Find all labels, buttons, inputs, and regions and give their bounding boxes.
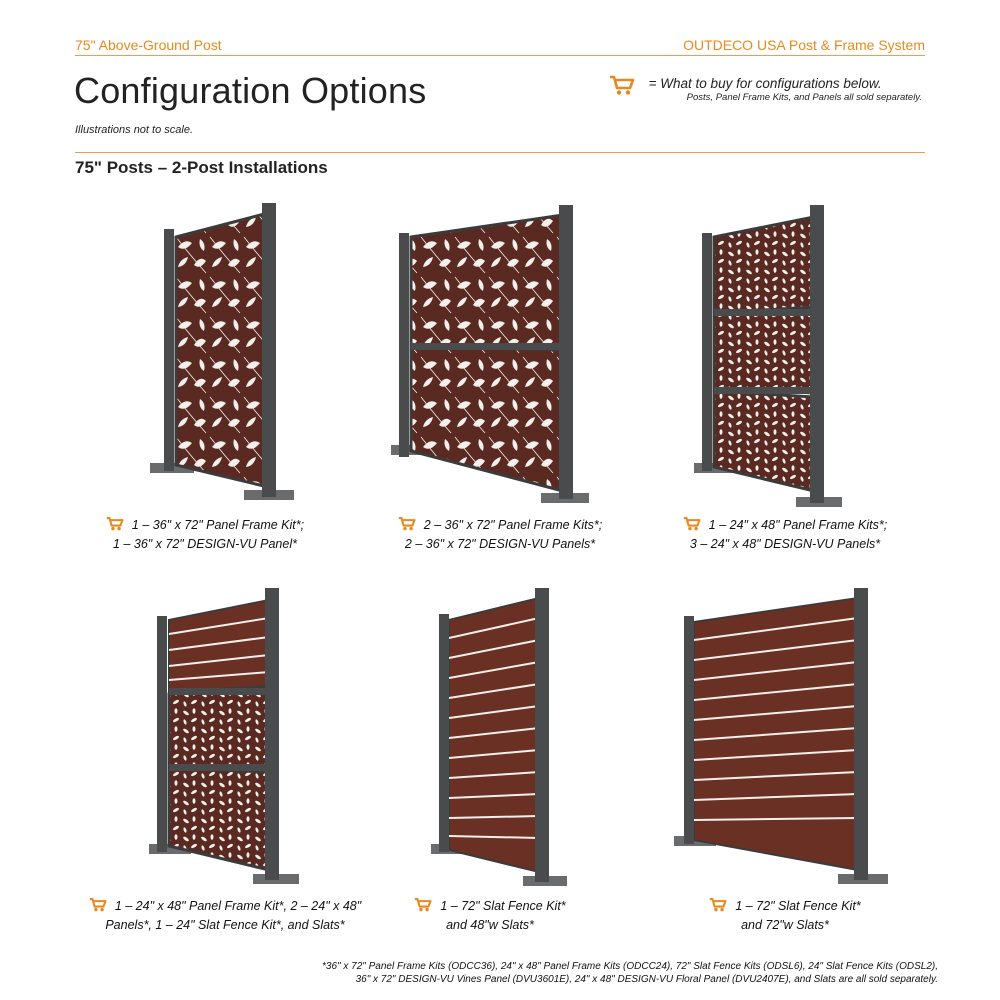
scale-note: Illustrations not to scale. — [75, 124, 194, 136]
legend-main: = What to buy for configurations below. — [648, 76, 882, 91]
config-6-line2: and 72"w Slats* — [741, 918, 829, 932]
legend-sub: Posts, Panel Frame Kits, and Panels all sold separately. — [686, 92, 922, 103]
config-5-line2: and 48"w Slats* — [446, 918, 534, 932]
config-2-line1: 2 – 36" x 72" Panel Frame Kits*; — [423, 518, 603, 532]
footnote-line1: *36" x 72" Panel Frame Kits (ODCC36), 24" x 48" Panel Frame Kits (ODCC24), 72" Slat Fence Kits (ODSL6), 24" Slat Fence Kits (ODSL2), — [322, 961, 938, 972]
header-right: OUTDECO USA Post & Frame System — [683, 37, 925, 53]
page-title: Configuration Options — [74, 70, 427, 111]
config-3-caption — [665, 516, 905, 553]
config-6-illustration — [672, 582, 902, 892]
config-4-line2: Panels*, 1 – 24" Slat Fence Kit*, and Slats* — [105, 918, 345, 932]
config-1-illustration — [140, 195, 310, 515]
config-5-illustration — [425, 582, 575, 892]
config-5-caption — [395, 897, 585, 934]
config-2-illustration — [385, 195, 595, 515]
header-divider — [75, 55, 925, 56]
config-4-illustration — [145, 582, 305, 892]
config-3-line1: 1 – 24" x 48" Panel Frame Kits*; — [708, 518, 888, 532]
config-5-line1: 1 – 72" Slat Fence Kit* — [440, 899, 566, 913]
config-2-caption — [380, 516, 620, 553]
config-2-line2: 2 – 36" x 72" DESIGN-VU Panels* — [404, 537, 596, 551]
config-4-line1: 1 – 24" x 48" Panel Frame Kit*, 2 – 24" x 48" — [114, 899, 362, 913]
config-1-caption — [90, 516, 320, 553]
shopping-cart-icon — [709, 897, 727, 917]
shopping-cart-icon — [89, 897, 107, 917]
config-3-illustration — [690, 195, 850, 515]
section-heading: 75" Posts – 2-Post Installations — [75, 158, 328, 177]
shopping-cart-icon — [398, 516, 416, 536]
config-1-line2: 1 – 36" x 72" DESIGN-VU Panel* — [113, 537, 297, 551]
footnote-line2: 36" x 72" DESIGN-VU Vines Panel (DVU3601E), 24" x 48" DESIGN-VU Floral Panel (DVU2407E), and Slats are all sold separately. — [355, 974, 938, 985]
legend — [649, 76, 922, 103]
shopping-cart-icon — [106, 516, 124, 536]
config-6-caption — [690, 897, 880, 934]
shopping-cart-icon — [609, 74, 635, 101]
config-1-line1: 1 – 36" x 72" Panel Frame Kit*; — [131, 518, 305, 532]
config-6-line1: 1 – 72" Slat Fence Kit* — [735, 899, 861, 913]
shopping-cart-icon — [683, 516, 701, 536]
config-3-line2: 3 – 24" x 48" DESIGN-VU Panels* — [689, 537, 881, 551]
section-divider — [75, 152, 925, 153]
header-left: 75" Above-Ground Post — [75, 37, 222, 53]
shopping-cart-icon — [414, 897, 432, 917]
config-4-caption — [70, 897, 380, 934]
footnote — [200, 960, 938, 986]
